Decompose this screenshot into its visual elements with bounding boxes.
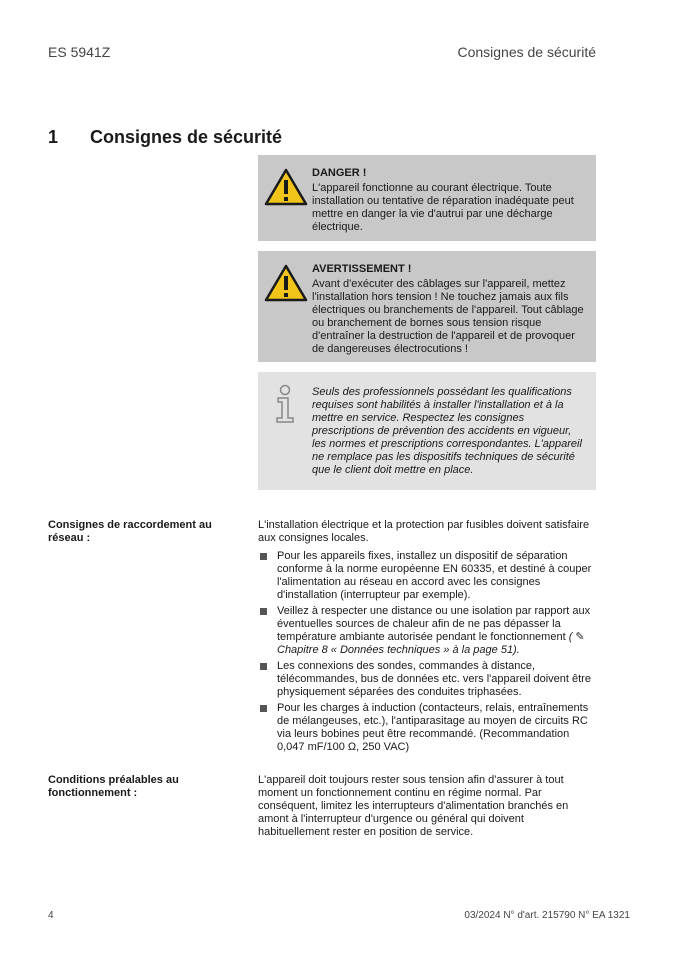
chapter-cross-reference-link[interactable]: ( ✎ Chapitre 8 « Données techniques » à la page 51). <box>277 631 585 656</box>
page-number: 4 <box>48 910 54 921</box>
operation-label: Conditions préalables au fonctionnement : <box>48 774 179 799</box>
note-text: Seuls des professionnels possédant les qualifications requises sont habilités à installer l'installation et à la mettre en service. Respectez les consignes prescriptions de prévention des accidents en vigueur, les normes et prescriptions correspondantes. L'appareil ne remplace pas les dispositifs techniques de sécurité que le client doit mettre en place. <box>312 386 582 476</box>
operation-text: L'appareil doit toujours rester sous tension afin d'assurer à tout moment un fonctionnement continu en régime normal. Par conséquent, limitez les interrupteurs d'alimentation branchés en amont à l'interrupteur d'urgence ou général qui doivent habituellement rester en position de service. <box>258 774 569 838</box>
danger-title: DANGER ! <box>312 167 367 179</box>
info-icon <box>272 384 298 424</box>
warning-triangle-icon <box>264 263 308 303</box>
bullet-square-icon <box>260 705 267 712</box>
list-item: Pour les appareils fixes, installez un dispositif de séparation conforme à la norme européenne EN 60335, et destiné à couper l'alimentation au réseau en accord avec les consignes d'installation (interrupteur par exemple). <box>258 550 598 602</box>
warning-box <box>258 251 596 362</box>
header-doc-id: ES 5941Z <box>48 44 111 60</box>
footer-reference: 03/2024 N° d'art. 215790 N° EA 1321 <box>464 910 630 921</box>
bullet-square-icon <box>260 663 267 670</box>
danger-box <box>258 155 596 241</box>
warning-triangle-icon <box>264 167 308 207</box>
warning-text: Avant d'exécuter des câblages sur l'appareil, mettez l'installation hors tension ! Ne touchez jamais aux fils électriques ou branchements de l'appareil. Tout câblage ou branchement de bornes sous tension risque d'entraîner la destruction de l'appareil et de provoquer de dangereuses électrocutions ! <box>312 278 584 355</box>
bullet-square-icon <box>260 608 267 615</box>
list-item: Pour les charges à induction (contacteurs, relais, entraînements de mélangeuses, etc.), l'antiparasitage au moyen de circuits RC via leurs bobines peut être recommandé. (Recommandation 0,047 mF/100 Ω, 250 VAC) <box>258 702 598 754</box>
section-number: 1 <box>48 127 59 147</box>
list-item: Les connexions des sondes, commandes à distance, télécommandes, bus de données etc. vers l'appareil doivent être physiquement séparées des conduites triphasées. <box>258 660 598 699</box>
danger-text: L'appareil fonctionne au courant électrique. Toute installation ou tentative de réparation inadéquate peut mettre en danger la vie d'autrui par une décharge électrique. <box>312 182 574 233</box>
connection-label: Consignes de raccordement au réseau : <box>48 519 212 544</box>
note-box <box>258 372 596 490</box>
section-title: Consignes de sécurité <box>90 127 283 147</box>
header-section-title: Consignes de sécurité <box>457 44 596 60</box>
list-item: Veillez à respecter une distance ou une isolation par rapport aux éventuelles sources de chaleur afin de ne pas dépasser la température ambiante autorisée pendant le fonctionnement ( ✎ Chapitre 8 « Données techniques » à la page 51). <box>258 605 598 657</box>
connection-bullet-list <box>258 550 598 757</box>
connection-intro: L'installation électrique et la protection par fusibles doivent satisfaire aux consignes locales. <box>258 519 590 544</box>
bullet-square-icon <box>260 553 267 560</box>
warning-title: AVERTISSEMENT ! <box>312 263 412 275</box>
